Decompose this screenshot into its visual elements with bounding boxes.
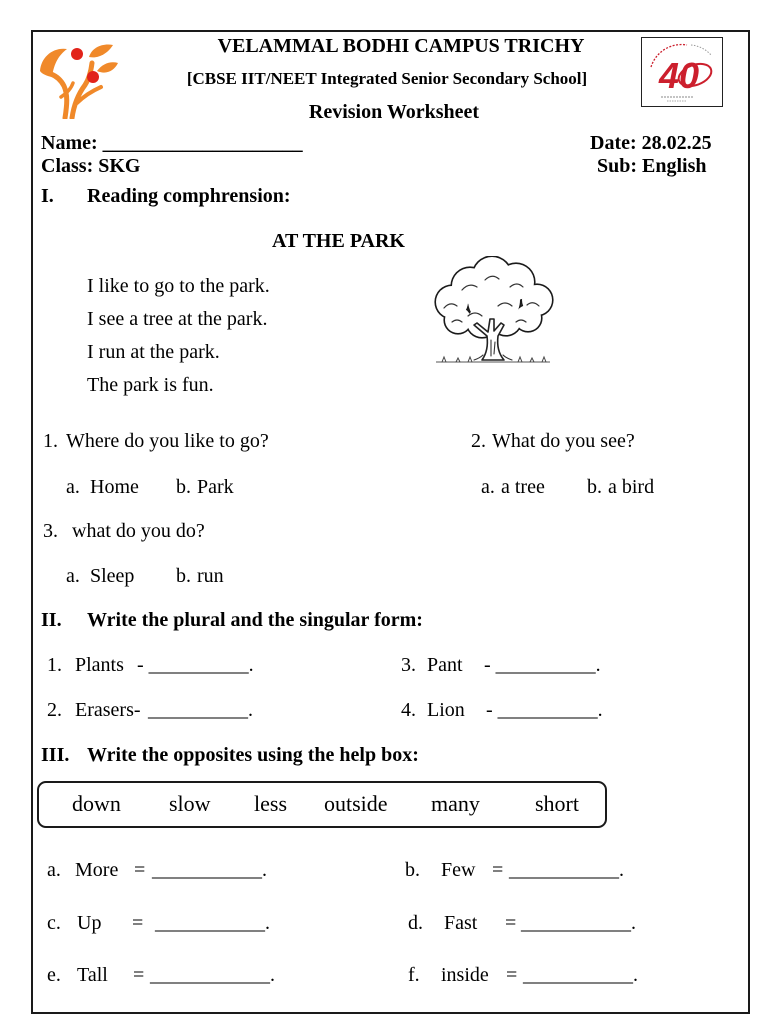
item-letter: a. xyxy=(47,859,61,881)
equals-sign: = xyxy=(132,912,144,934)
option-letter: a. xyxy=(66,476,80,498)
option-text: a tree xyxy=(501,476,545,498)
anniversary-logo-text: 40 xyxy=(658,55,700,96)
section-heading: Reading comphrension: xyxy=(87,185,291,207)
item-letter: f. xyxy=(408,964,420,986)
section-heading: Write the opposites using the help box: xyxy=(87,744,419,766)
item-letter: b. xyxy=(405,859,420,881)
school-name: VELAMMAL BODHI CAMPUS TRICHY xyxy=(217,35,585,57)
equals-sign: = xyxy=(506,964,518,986)
question-number: 3. xyxy=(43,520,58,542)
section-heading: Write the plural and the singular form: xyxy=(87,609,423,631)
answer-blank: ___________. xyxy=(152,859,267,881)
answer-blank: ____________. xyxy=(150,964,275,986)
help-box xyxy=(37,781,607,828)
answer-blank: ___________. xyxy=(509,859,624,881)
passage-line: I see a tree at the park. xyxy=(87,308,268,330)
item-word: Plants xyxy=(75,654,124,676)
help-word: less xyxy=(254,791,287,816)
tree-drawing-icon xyxy=(430,256,556,370)
help-word: short xyxy=(535,791,579,816)
option-text: a bird xyxy=(608,476,655,498)
name-field: Name: ____________________ xyxy=(41,132,303,154)
option-text: run xyxy=(197,565,224,587)
item-letter: e. xyxy=(47,964,61,986)
section-number: II. xyxy=(41,609,62,631)
option-letter: a. xyxy=(481,476,495,498)
answer-blank: ___________. xyxy=(155,912,270,934)
item-number: 3. xyxy=(401,654,416,676)
subject-label: Sub: English xyxy=(597,155,707,177)
item-word: Erasers- xyxy=(75,699,141,721)
class-label: Class: SKG xyxy=(41,155,141,177)
option-text: Sleep xyxy=(90,565,135,587)
equals-sign: = xyxy=(505,912,517,934)
item-word: More xyxy=(75,859,119,881)
item-word: Few xyxy=(441,859,476,881)
answer-blank: __________. xyxy=(148,699,253,721)
option-text: Park xyxy=(197,476,234,498)
item-letter: c. xyxy=(47,912,61,934)
answer-blank: - __________. xyxy=(486,699,603,721)
item-word: Lion xyxy=(427,699,465,721)
option-text: Home xyxy=(90,476,139,498)
option-letter: b. xyxy=(587,476,602,498)
question-text: Where do you like to go? xyxy=(66,430,269,452)
date-label: Date: 28.02.25 xyxy=(590,132,712,154)
passage-line: The park is fun. xyxy=(87,374,214,396)
worksheet-title: Revision Worksheet xyxy=(308,101,480,123)
item-letter: d. xyxy=(408,912,423,934)
anniversary-40-logo-icon xyxy=(641,37,723,107)
answer-blank: - __________. xyxy=(137,654,254,676)
equals-sign: = xyxy=(492,859,504,881)
section-number: III. xyxy=(41,744,70,766)
item-number: 1. xyxy=(47,654,62,676)
answer-blank: - __________. xyxy=(484,654,601,676)
equals-sign: = xyxy=(133,964,145,986)
help-word: slow xyxy=(169,791,211,816)
help-word: down xyxy=(72,791,121,816)
passage-line: I run at the park. xyxy=(87,341,220,363)
item-word: Fast xyxy=(444,912,478,934)
answer-blank: ___________. xyxy=(521,912,636,934)
equals-sign: = xyxy=(134,859,146,881)
question-number: 1. xyxy=(43,430,58,452)
bodhi-tree-logo-icon xyxy=(37,41,119,119)
question-number: 2. xyxy=(471,430,486,452)
question-text: what do you do? xyxy=(72,520,205,542)
item-number: 2. xyxy=(47,699,62,721)
item-word: Up xyxy=(77,912,102,934)
option-letter: a. xyxy=(66,565,80,587)
help-word: outside xyxy=(324,791,388,816)
item-word: inside xyxy=(441,964,489,986)
option-letter: b. xyxy=(176,565,191,587)
help-word: many xyxy=(431,791,480,816)
passage-line: I like to go to the park. xyxy=(87,275,270,297)
item-word: Tall xyxy=(77,964,108,986)
passage-title: AT THE PARK xyxy=(272,230,405,252)
section-number: I. xyxy=(41,185,54,207)
item-number: 4. xyxy=(401,699,416,721)
item-word: Pant xyxy=(427,654,463,676)
school-type: [CBSE IIT/NEET Integrated Senior Secondary School] xyxy=(186,69,588,88)
answer-blank: ___________. xyxy=(523,964,638,986)
question-text: What do you see? xyxy=(492,430,635,452)
option-letter: b. xyxy=(176,476,191,498)
